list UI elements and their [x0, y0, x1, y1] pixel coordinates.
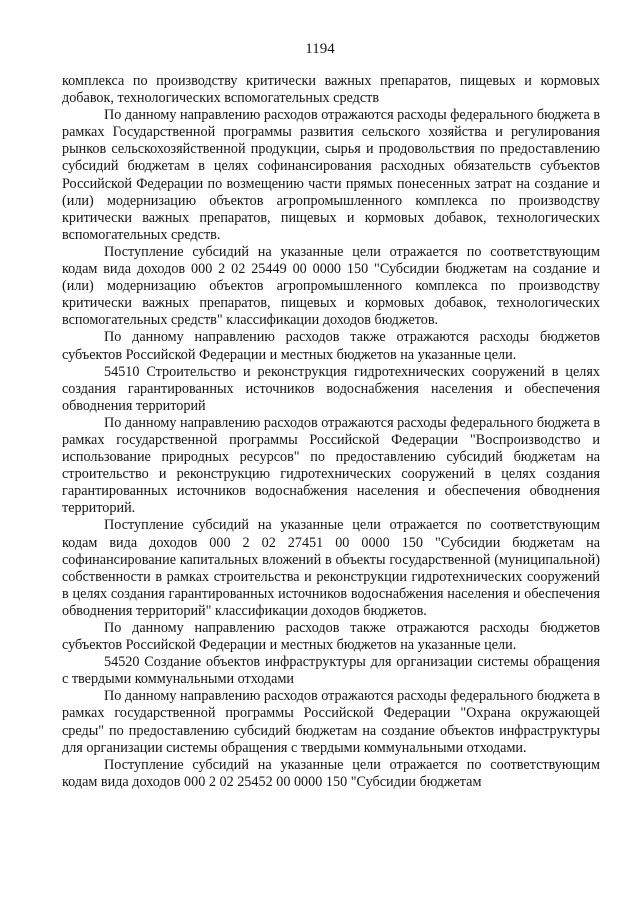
paragraph: Поступление субсидий на указанные цели отражается по соответствующим кодам вида доходов 000 2 02 25452 00 0000 150 "Субсидии бюджетам — [62, 756, 600, 790]
paragraph: По данному направлению расходов отражаются расходы федерального бюджета в рамках Государственной программы развития сельского хозяйства и регулирования рынков сельскохозяйственной продукции, сырья и продовольствия по предоставлению субсидий бюджетам в целях софинансирования расходных обязательств субъектов Российской Федерации по возмещению части прямых понесенных затрат на создание и (или) модернизацию объектов агропромышленного комплекса по производству критически важных препаратов, пищевых и кормовых добавок, технологических вспомогательных средств. — [62, 107, 601, 243]
section-heading: 54520 Создание объектов инфраструктуры для организации системы обращения с твердыми коммунальными отходами — [62, 654, 600, 688]
paragraph: По данному направлению расходов отражаются расходы федерального бюджета в рамках государственной программы Российской Федерации "Охрана окружающей среды" по предоставлению субсидий бюджетам на создание объектов инфраструктуры для организации системы обращения с твердыми коммунальными отходами. — [62, 688, 601, 756]
paragraph-continuation: комплекса по производству критически важных препаратов, пищевых и кормовых добавок, технологических вспомогательных средств — [62, 73, 600, 107]
document-body — [62, 73, 600, 791]
section-heading: 54510 Строительство и реконструкция гидротехнических сооружений в целях создания гарантированных источников водоснабжения населения и обеспечения обводнения территорий — [62, 363, 600, 414]
paragraph: По данному направлению расходов отражаются расходы федерального бюджета в рамках государственной программы Российской Федерации "Воспроизводство и использование природных ресурсов" по предоставлению субсидий бюджетам на строительство и реконструкцию гидротехнических сооружений в целях создания гарантированных источников водоснабжения населения и обеспечения обводнения территорий. — [62, 414, 601, 517]
paragraph: Поступление субсидий на указанные цели отражается по соответствующим кодам вида доходов 000 2 02 25449 00 0000 150 "Субсидии бюджетам на создание и (или) модернизацию объектов агропромышленного комплекса по производству критически важных препаратов, пищевых и кормовых добавок, технологических вспомогательных средств" классификации доходов бюджетов. — [62, 243, 600, 329]
page-number: 1194 — [305, 41, 335, 57]
paragraph: По данному направлению расходов также отражаются расходы бюджетов субъектов Российской Федерации и местных бюджетов на указанные цели. — [62, 620, 600, 654]
paragraph: По данному направлению расходов также отражаются расходы бюджетов субъектов Российской Федерации и местных бюджетов на указанные цели. — [62, 329, 600, 363]
paragraph: Поступление субсидий на указанные цели отражается по соответствующим кодам вида доходов 000 2 02 27451 00 0000 150 "Субсидии бюджетам на софинансирование капитальных вложений в объекты государственной (муниципальной) собственности в рамках строительства и реконструкции гидротехнических сооружений в целях создания гарантированных источников водоснабжения населения и обеспечения обводнения территорий" классификации доходов бюджетов. — [62, 517, 600, 619]
